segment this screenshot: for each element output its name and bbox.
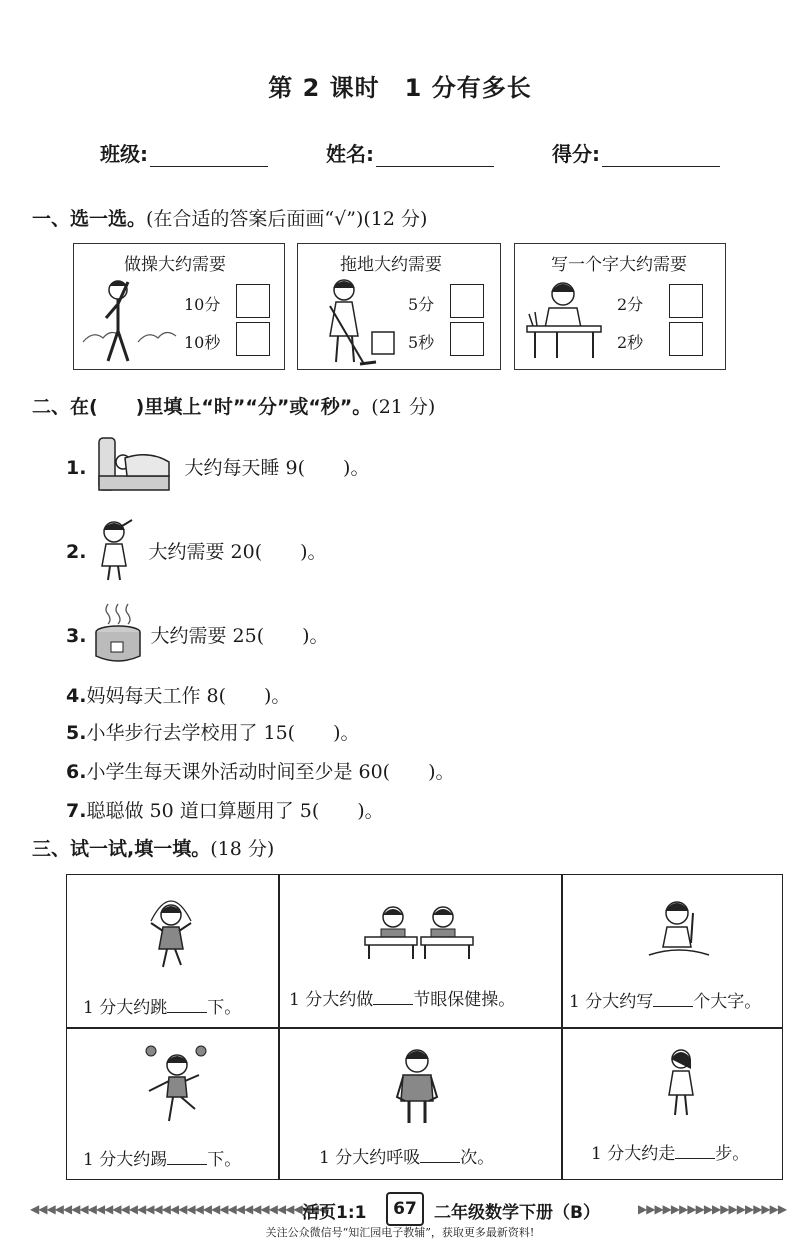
- choice-caption: 写一个字大约需要: [551, 255, 687, 275]
- footer-left-text: 活页1:1: [302, 1203, 367, 1223]
- section2-note: (21 分): [371, 396, 436, 418]
- name-blank[interactable]: [376, 146, 494, 167]
- footer-right-text: 二年级数学下册（B）: [434, 1203, 600, 1223]
- item-text: 聪聪做 50 道口算题用了 5( )。: [86, 800, 384, 822]
- name-label: 姓名:: [326, 142, 374, 166]
- cell-prefix: 1 分大约跳: [83, 998, 168, 1018]
- item-text: 小学生每天课外活动时间至少是 60( )。: [86, 761, 455, 783]
- question-item: [66, 537, 327, 564]
- eye-exercise-kids-icon: [363, 901, 477, 961]
- choice-caption: 做操大约需要: [124, 255, 226, 275]
- activity-write: [569, 987, 761, 1012]
- writing-boy-icon: [521, 274, 611, 364]
- question-item: [66, 796, 384, 823]
- mopping-girl-icon: [306, 272, 406, 372]
- option-1: 5分: [408, 295, 435, 314]
- section2-title: 二、在( )里填上“时”“分”或“秒”。: [32, 396, 372, 418]
- answer-blank[interactable]: [167, 1150, 207, 1165]
- option-2: 10秒: [184, 333, 221, 352]
- item-text: 大约需要 20( )。: [148, 541, 327, 563]
- class-field[interactable]: [100, 138, 268, 167]
- item-number: 3.: [66, 625, 87, 647]
- checkbox-option-2[interactable]: [450, 322, 484, 356]
- item-text: 大约需要 25( )。: [150, 625, 329, 647]
- score-blank[interactable]: [602, 146, 720, 167]
- breathing-boy-icon: [387, 1045, 447, 1129]
- answer-blank[interactable]: [675, 1144, 715, 1159]
- class-blank[interactable]: [150, 146, 268, 167]
- item-text: 小华步行去学校用了 15( )。: [86, 722, 360, 744]
- answer-blank[interactable]: [653, 992, 693, 1007]
- watermark-text: 关注公众微信号“知汇园电子教辅”，获取更多最新资料!: [265, 1226, 535, 1239]
- question-item: [66, 757, 455, 784]
- question-item: [66, 621, 329, 648]
- section1-note: (在合适的答案后面画“√”)(12 分): [146, 208, 428, 230]
- activity-breathe: [319, 1143, 494, 1168]
- answer-blank[interactable]: [373, 990, 413, 1005]
- item-number: 4.: [66, 685, 87, 707]
- option-1: 10分: [184, 295, 221, 314]
- name-field[interactable]: [326, 138, 494, 167]
- question-item: [66, 453, 369, 480]
- cell-suffix: 步。: [715, 1144, 750, 1164]
- choice-box-exercise: [73, 243, 285, 370]
- page-number: 67: [386, 1192, 424, 1226]
- section3-title: 三、试一试,填一填。: [32, 838, 211, 860]
- checkbox-option-2[interactable]: [669, 322, 703, 356]
- jump-rope-girl-icon: [141, 891, 201, 975]
- section2-heading: [32, 392, 435, 419]
- choice-caption: 拖地大约需要: [340, 255, 442, 275]
- option-2: 5秒: [408, 333, 435, 352]
- section1-title: 一、选一选。: [32, 208, 147, 230]
- item-text: 妈妈每天工作 8( )。: [86, 685, 291, 707]
- checkbox-option-1[interactable]: [236, 284, 270, 318]
- score-label: 得分:: [552, 142, 600, 166]
- choice-box-write: [514, 243, 726, 370]
- item-number: 6.: [66, 761, 87, 783]
- section3-heading: [32, 834, 274, 861]
- choice-box-mop: [297, 243, 501, 370]
- calligraphy-boy-icon: [645, 895, 715, 971]
- option-1: 2分: [617, 295, 644, 314]
- section1-heading: [32, 204, 427, 231]
- cell-suffix: 下。: [207, 998, 242, 1018]
- question-item: [66, 718, 360, 745]
- activity-eye-exercise: [289, 985, 515, 1010]
- answer-blank[interactable]: [167, 998, 207, 1013]
- checkbox-option-1[interactable]: [669, 284, 703, 318]
- item-number: 5.: [66, 722, 87, 744]
- cell-prefix: 1 分大约走: [591, 1144, 676, 1164]
- checkbox-option-1[interactable]: [450, 284, 484, 318]
- cell-prefix: 1 分大约做: [289, 990, 374, 1010]
- section3-note: (18 分): [210, 838, 275, 860]
- page-title: 第 2 课时 1 分有多长: [268, 74, 532, 102]
- item-number: 2.: [66, 541, 87, 563]
- exercise-boy-icon: [78, 272, 178, 372]
- cell-prefix: 1 分大约写: [569, 992, 654, 1012]
- class-label: 班级:: [100, 142, 148, 166]
- activity-jump: [83, 993, 241, 1018]
- activity-table: [66, 874, 783, 1180]
- cell-suffix: 个大字。: [693, 992, 762, 1012]
- question-item: [66, 681, 290, 708]
- checkbox-option-2[interactable]: [236, 322, 270, 356]
- activity-kick: [83, 1145, 241, 1170]
- item-number: 1.: [66, 457, 87, 479]
- cell-suffix: 次。: [460, 1148, 495, 1168]
- left-arrows-decoration: ◀◀◀◀◀◀◀◀◀◀◀◀◀◀◀◀◀◀◀◀◀◀◀◀◀◀◀◀◀◀◀◀◀◀◀◀: [30, 1202, 327, 1216]
- option-2: 2秒: [617, 333, 644, 352]
- page-footer: [30, 1198, 787, 1223]
- shuttlecock-girl-icon: [139, 1041, 215, 1129]
- cell-prefix: 1 分大约踢: [83, 1150, 168, 1170]
- walking-girl-icon: [661, 1047, 701, 1123]
- activity-walk: [591, 1139, 749, 1164]
- cell-suffix: 节眼保健操。: [413, 990, 516, 1010]
- right-arrows-decoration: ▶▶▶▶▶▶▶▶▶▶▶▶▶▶▶▶▶▶: [638, 1202, 787, 1216]
- item-number: 7.: [66, 800, 87, 822]
- score-field[interactable]: [552, 138, 720, 167]
- cell-prefix: 1 分大约呼吸: [319, 1148, 421, 1168]
- cell-suffix: 下。: [207, 1150, 242, 1170]
- answer-blank[interactable]: [420, 1148, 460, 1163]
- item-text: 大约每天睡 9( )。: [184, 457, 370, 479]
